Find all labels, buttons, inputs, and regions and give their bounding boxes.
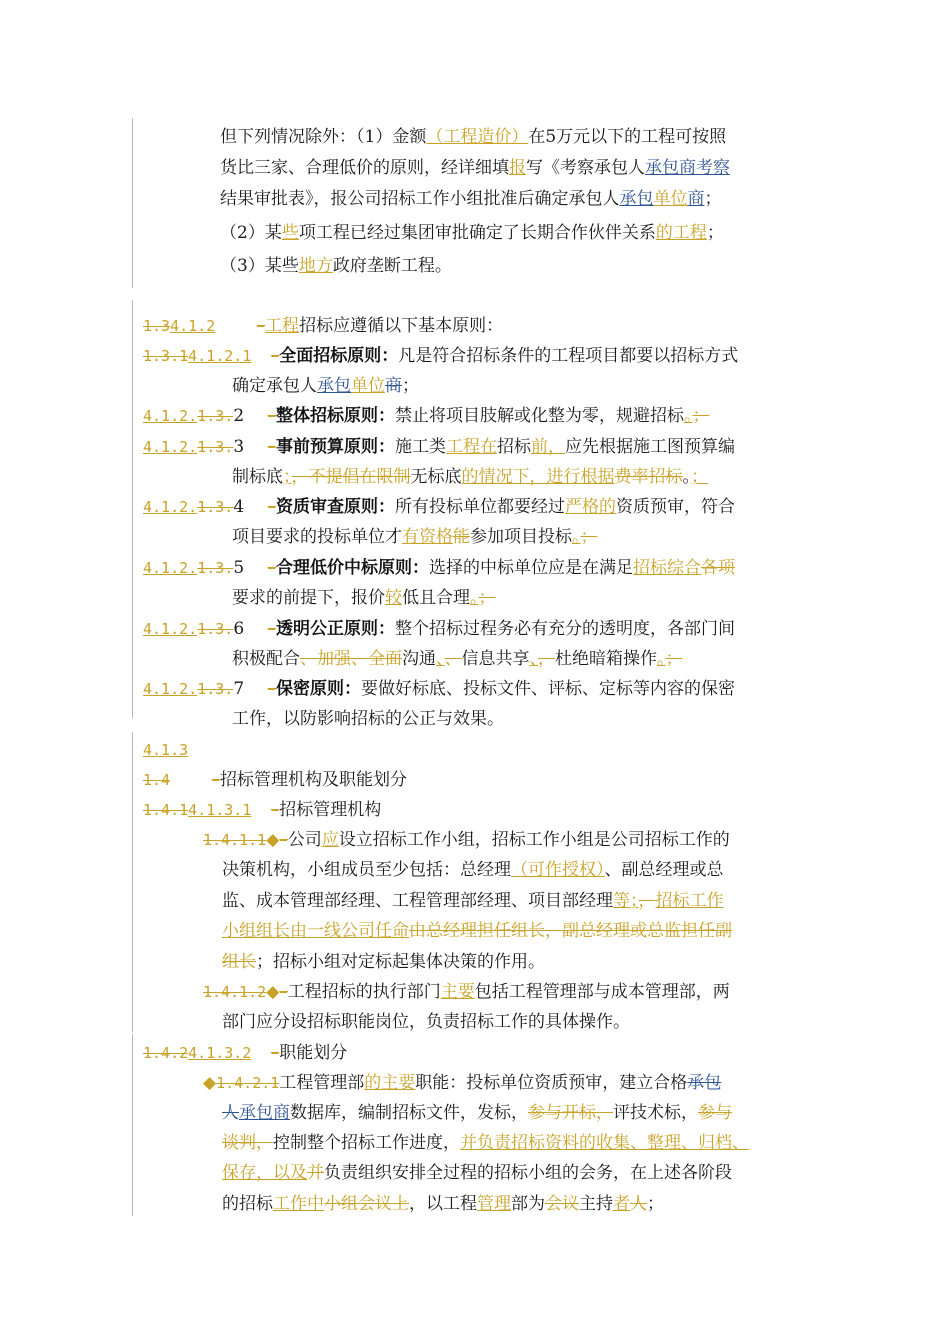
deleted-text: 承包	[687, 1073, 722, 1093]
deleted-text: 参与开标，	[528, 1103, 613, 1123]
text: 杜绝暗箱操作	[555, 649, 657, 669]
text: 选择的中标单位应是在满足	[429, 558, 634, 578]
deleted-text: 由总经理担任组长，副总经理或总监担任副	[409, 921, 732, 941]
inserted-text: （工程造价）	[426, 127, 529, 147]
text: 工程管理部	[279, 1073, 365, 1093]
deleted-text: ，	[638, 891, 656, 911]
deleted-number: 1.3.	[197, 407, 234, 425]
section-title: 职能划分	[279, 1043, 348, 1063]
text: 沟通	[402, 649, 436, 669]
principle-item-cont	[232, 587, 496, 609]
bullet-item-cont	[222, 1132, 749, 1154]
text: 项目要求的投标单位才	[232, 527, 402, 547]
section-title: 招标管理机构	[279, 800, 382, 820]
deleted-text: 人	[630, 1194, 647, 1214]
inserted-text: 管理	[477, 1194, 511, 1214]
inserted-text: 。	[470, 588, 479, 608]
text: 负责组织安排全过程的招标小组的会务，在上述各阶段	[324, 1163, 732, 1183]
inserted-text: 的主要	[364, 1073, 416, 1093]
text: ；招标小组对定标起集体决策的作用。	[256, 952, 545, 972]
item-number-suffix: 4	[233, 497, 245, 517]
deleted-text: 各项	[701, 558, 736, 578]
item-number: 4.1.2.	[143, 407, 198, 425]
section-number: 4.1.3	[143, 741, 189, 759]
inserted-text: 的情况下，进行根据	[461, 467, 615, 487]
deleted-text: 并	[307, 1163, 324, 1183]
principle-title: 整体招标原则：	[276, 406, 396, 426]
principle-item-cont	[232, 466, 708, 488]
principle-item: 4.1.2.1.3.7 –保密原则：要做好标底、投标文件、评标、定标等内容的保密	[143, 679, 736, 699]
text: （2）某	[220, 223, 282, 243]
inserted-text: 并负责招标资料的收集、整理、归档、	[460, 1133, 749, 1153]
item-number: 4.1.2.	[143, 620, 198, 638]
change-bar	[132, 1034, 133, 1216]
para-line	[220, 222, 724, 244]
deleted-text: –	[279, 982, 288, 1002]
inserted-text: 。	[684, 406, 693, 426]
deleted-number: 1.3.	[197, 438, 234, 456]
deleted-text: 、加强、全面	[300, 649, 402, 669]
text: 监、成本管理部经理、工程管理部经理、项目部经理	[222, 891, 613, 911]
text: 、副总经理或总	[604, 860, 724, 880]
inserted-text: 应	[321, 830, 339, 850]
text: 公司	[287, 830, 322, 850]
inserted-text: 、	[436, 649, 445, 669]
inserted-text: 地方	[298, 256, 333, 276]
item-number: 4.1.2.	[143, 680, 198, 698]
item-number-suffix: 2	[233, 406, 245, 426]
inserted-text: 招标工作	[655, 891, 724, 911]
deleted-text: ；	[478, 588, 496, 608]
text: 积极配合	[232, 649, 300, 669]
bullet-item-cont	[222, 890, 724, 912]
deleted-number: 1.4.1.1	[203, 831, 267, 849]
section-number-line	[143, 739, 188, 761]
subsection-heading	[143, 1042, 347, 1064]
bullet-item-cont	[222, 1102, 732, 1124]
section-heading	[143, 315, 503, 337]
bullet-item-cont	[222, 859, 724, 881]
deleted-number: 1.3.1	[143, 347, 189, 365]
change-bar	[132, 118, 133, 288]
text: 决策机构，小组成员至少包括：总经理	[222, 860, 511, 880]
item-number: 4.1.2.	[143, 438, 198, 456]
deleted-text: ；	[692, 406, 710, 426]
bullet-item	[203, 1072, 721, 1094]
inserted-text: 工程在	[446, 437, 498, 457]
item-number-suffix: 5	[233, 558, 245, 578]
inserted-text: ；	[691, 467, 708, 487]
change-bar	[132, 300, 133, 718]
diamond-bullet-icon: ◆	[266, 982, 280, 1002]
text: 整个招标过程务必有充分的透明度，各部门间	[395, 619, 736, 639]
inserted-text: 工作中	[273, 1194, 324, 1214]
inserted-text: 小组组长由一线公司任命	[222, 921, 409, 941]
inserted-text: 的工程	[655, 223, 707, 243]
diamond-bullet-icon: ◆	[266, 830, 280, 850]
text: 数据库，编制招标文件，发标，	[290, 1103, 528, 1123]
text: 所有投标单位都要经过	[395, 497, 566, 517]
inserted-text: 前，	[531, 437, 566, 457]
deleted-text: 商	[385, 376, 402, 396]
text: （3）某些	[220, 256, 299, 276]
deleted-number: 1.3.	[197, 620, 234, 638]
text: 要做好标底、投标文件、评标、定标等内容的保密	[361, 679, 736, 699]
inserted-text: （可作授权）	[511, 860, 605, 880]
inserted-text: 严格的	[565, 497, 617, 517]
principle-title: 资质审查原则：	[276, 497, 396, 517]
inserted-text: 较	[385, 588, 402, 608]
deleted-text: 能	[453, 527, 470, 547]
inserted-text: 些	[281, 223, 299, 243]
deleted-text: ；	[580, 527, 598, 547]
item-number: 4.1.2.	[143, 498, 198, 516]
inserted-text: 招标综合	[633, 558, 702, 578]
text: 凡是符合招标条件的工程项目都要以招标方式	[398, 346, 739, 366]
principle-title: 事前预算原则：	[276, 437, 396, 457]
bullet-item-cont	[222, 1193, 664, 1215]
deleted-text: ，不提倡在限制	[291, 467, 411, 487]
text: 资质预审，符合	[616, 497, 736, 517]
principle-item: 4.1.2.1.3.6 –透明公正原则：整个招标过程务必有充分的透明度，各部门间	[143, 619, 736, 639]
principle-item: 4.1.2.1.3.4 –资质审查原则：所有投标单位都要经过严格的资质预审，符合	[143, 497, 736, 517]
item-number-suffix: 3	[233, 437, 245, 457]
principle-item: 4.1.2.1.3.2 –整体招标原则：禁止将项目肢解或化整为零，规避招标。；	[143, 406, 710, 426]
text: ，以工程	[409, 1194, 477, 1214]
text: 项工程已经过集团审批确定了长期合作伙伴关系	[298, 223, 656, 243]
deleted-text: –	[270, 1043, 280, 1063]
bullet-item	[203, 981, 730, 1003]
deleted-text: 费率招标	[614, 467, 683, 487]
text: 包括工程管理部与成本管理部，两	[474, 982, 730, 1002]
deleted-text: 参与	[698, 1103, 732, 1123]
inserted-text: 。	[572, 527, 581, 547]
text: 货比三家、合理低价的原则，经详细填	[220, 158, 509, 178]
inserted-text: 工程	[265, 316, 300, 336]
inserted-text: ；	[283, 467, 292, 487]
text: 信息共享	[461, 649, 530, 669]
text: 施工类	[395, 437, 447, 457]
inserted-text: 主要	[440, 982, 475, 1002]
text: 职能：投标单位资质预审，建立合格	[415, 1073, 688, 1093]
text: 参加项目投标	[470, 527, 572, 547]
text: 设立招标工作小组，招标工作小组是公司招标工作的	[338, 830, 730, 850]
inserted-text: 保存，以及	[222, 1163, 307, 1183]
text: 禁止将项目肢解或化整为零，规避招标	[395, 406, 685, 426]
inserted-text: 承包	[619, 189, 654, 209]
item-number-suffix: 7	[233, 679, 245, 699]
bullet-item-cont	[222, 951, 545, 973]
text: 评技术标，	[613, 1103, 698, 1123]
deleted-text: 会议	[545, 1194, 579, 1214]
bullet-item-cont	[222, 920, 732, 942]
deleted-text: 人	[222, 1103, 239, 1123]
item-number-suffix: 6	[233, 619, 245, 639]
item-number: 4.1.2.1	[188, 347, 252, 365]
text: 控制整个招标工作进度，	[273, 1133, 460, 1153]
deleted-text: –	[211, 770, 220, 790]
inserted-text: 单位	[351, 376, 385, 396]
deleted-text: 、	[444, 649, 462, 669]
deleted-number: 1.4	[143, 771, 171, 789]
deleted-text: –	[279, 830, 288, 850]
bullet-item-cont	[222, 1162, 732, 1184]
item-number: 4.1.2.	[143, 559, 198, 577]
inserted-text: 者	[613, 1194, 630, 1214]
inserted-text: 承包商考察	[645, 158, 730, 178]
text: ；	[706, 223, 724, 243]
para-line	[220, 255, 452, 277]
inserted-text: 商	[687, 189, 705, 209]
deleted-number: 1.4.1.2	[203, 983, 267, 1001]
deleted-text: –	[256, 316, 266, 336]
deleted-number: 1.4.1	[143, 801, 189, 819]
bullet-item-cont	[222, 1011, 630, 1033]
section-number: 4.1.3.2	[188, 1044, 252, 1062]
text: 结果审批表》，报公司招标工作小组批准后确定承包人	[220, 189, 620, 209]
section-number: 4.1.3.1	[188, 801, 252, 819]
principle-item-cont	[232, 648, 683, 670]
deleted-text: 组长	[222, 952, 256, 972]
principle-title: 合理低价中标原则：	[276, 558, 430, 578]
para-line	[220, 188, 722, 210]
inserted-text: 单位	[653, 189, 688, 209]
inserted-text: 、	[529, 649, 538, 669]
principle-item-cont	[232, 526, 598, 548]
text: 部为	[511, 1194, 545, 1214]
deleted-text: 小组会议上	[324, 1194, 409, 1214]
deleted-number: 1.3.	[197, 680, 234, 698]
inserted-text: 。	[657, 649, 666, 669]
text: 的招标	[222, 1194, 273, 1214]
principle-item: 4.1.2.1.3.5 –合理低价中标原则：选择的中标单位应是在满足招标综合各项	[143, 558, 736, 578]
diamond-bullet-icon: ◆	[203, 1073, 217, 1093]
text: 制标底	[232, 467, 283, 487]
inserted-text: 报	[509, 158, 526, 178]
deleted-number: 1.3.	[197, 559, 234, 577]
principle-title: 透明公正原则：	[276, 619, 396, 639]
deleted-text: ；	[665, 649, 683, 669]
text: 应先根据施工图预算编	[565, 437, 736, 457]
bullet-item	[203, 829, 730, 851]
deleted-number: 1.3	[143, 317, 171, 335]
text: 工程招标的执行部门	[287, 982, 441, 1002]
inserted-text: 有资格	[402, 527, 453, 547]
text: ；	[402, 376, 419, 396]
deleted-text: –	[270, 800, 280, 820]
text: 低且合理	[402, 588, 470, 608]
principle-item-cont	[232, 375, 419, 397]
text: 在5万元以下的工程可按照	[528, 127, 727, 147]
subsection-heading	[143, 799, 381, 821]
text: 写《考察承包人	[526, 158, 645, 178]
principle-title: 保密原则：	[276, 679, 362, 699]
text: ；	[704, 189, 722, 209]
deleted-text: 谈判，	[222, 1133, 273, 1153]
deleted-number: 1.4.2.1	[216, 1074, 280, 1092]
text: 但下列情况除外：（1）金额	[220, 127, 427, 147]
deleted-number: 1.4.2	[143, 1044, 189, 1062]
deleted-text: ，	[538, 649, 555, 669]
inserted-text: 承包	[317, 376, 351, 396]
text: 招标	[497, 437, 532, 457]
principle-item-cont	[232, 708, 504, 730]
section-heading	[143, 769, 407, 791]
para-line	[220, 126, 726, 148]
para-line	[220, 157, 730, 179]
section-title: 招标管理机构及职能划分	[220, 770, 407, 790]
text: 部门应分设招标职能岗位，负责招标工作的具体操作。	[222, 1012, 630, 1032]
deleted-number: 1.3.	[197, 498, 234, 516]
text: 招标应遵循以下基本原则：	[299, 316, 504, 336]
text: 要求的前提下，报价	[232, 588, 385, 608]
text: 无标底	[410, 467, 462, 487]
text: ；	[647, 1194, 664, 1214]
text: 政府垄断工程。	[332, 256, 452, 276]
principle-item: 1.3.14.1.2.1 –全面招标原则：凡是符合招标条件的工程项目都要以招标方式	[143, 346, 739, 366]
principle-title: 全面招标原则：	[279, 346, 399, 366]
principle-item: 4.1.2.1.3.3 –事前预算原则：施工类工程在招标前，应先根据施工图预算编	[143, 437, 736, 457]
text: 主持	[579, 1194, 613, 1214]
inserted-text: 承包商	[239, 1103, 290, 1123]
text: 确定承包人	[232, 376, 317, 396]
text: 。	[682, 467, 691, 487]
change-bar	[132, 732, 133, 1032]
text: 工作，以防影响招标的公正与效果。	[232, 709, 504, 729]
section-number: 4.1.2	[170, 317, 216, 335]
inserted-text: 等；	[613, 891, 639, 911]
